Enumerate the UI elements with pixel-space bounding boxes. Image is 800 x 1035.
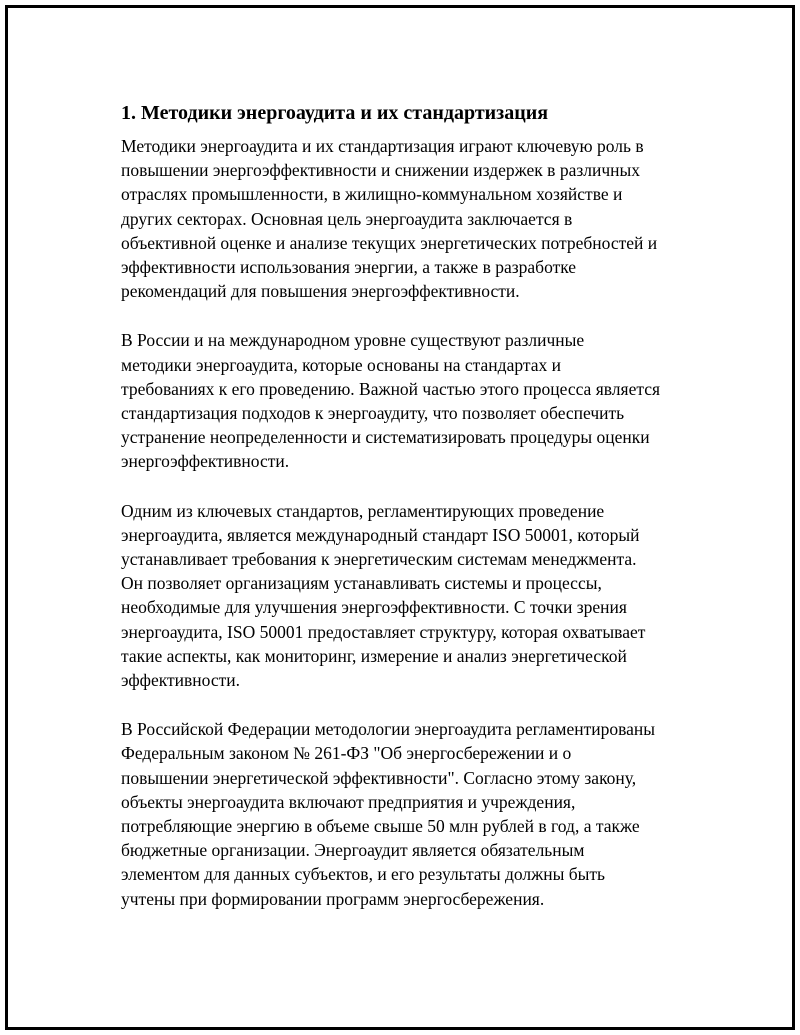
- text-line: требованиях к его проведению. Важной частью этого процесса является: [121, 378, 661, 399]
- text-line: методики энергоаудита, которые основаны на стандартах и: [121, 354, 561, 375]
- text-line: необходимые для улучшения энергоэффективности. С точки зрения: [121, 597, 627, 618]
- text-line: устранение неопределенности и систематизировать процедуры оценки: [121, 427, 650, 448]
- text-line: элементом для данных субъектов, и его результаты должны быть: [121, 864, 605, 885]
- text-line: Федеральным законом № 261-ФЗ "Об энергосбережении и о: [121, 743, 572, 764]
- text-line: рекомендаций для повышения энергоэффективности.: [121, 281, 520, 302]
- text-line: бюджетные организации. Энергоаудит является обязательным: [121, 840, 585, 861]
- text-line: такие аспекты, как мониторинг, измерение и анализ энергетической: [121, 645, 627, 666]
- paragraph-intro: [121, 134, 706, 303]
- text-line: Методики энергоаудита и их стандартизация играют ключевую роль в: [121, 136, 644, 156]
- text-line: повышении энергоэффективности и снижении издержек в различных: [121, 160, 641, 181]
- text-line: отраслях промышленности, в жилищно-коммунальном хозяйстве и: [121, 184, 623, 205]
- paragraph-iso-50001: [121, 499, 706, 693]
- paragraph-federal-law: [121, 717, 706, 911]
- text-line: В Российской Федерации методологии энергоаудита регламентированы: [121, 719, 656, 740]
- text-line: других секторах. Основная цель энергоаудита заключается в: [121, 208, 573, 229]
- text-line: стандартизация подходов к энергоаудиту, что позволяет обеспечить: [121, 403, 625, 424]
- text-line: потребляющие энергию в объеме свыше 50 млн рублей в год, а также: [121, 816, 640, 837]
- document-body: [121, 101, 706, 936]
- text-line: энергоаудита, ISO 50001 предоставляет структуру, которая охватывает: [121, 621, 646, 642]
- text-line: В России и на международном уровне существуют различные: [121, 330, 585, 351]
- page-frame: [5, 5, 795, 1030]
- text-line: Одним из ключевых стандартов, регламентирующих проведение: [121, 500, 605, 521]
- text-line: устанавливает требования к энергетическим системам менеджмента.: [121, 549, 637, 570]
- text-line: объективной оценке и анализе текущих энергетических потребностей и: [121, 232, 658, 253]
- text-line: эффективности использования энергии, а также в разработке: [121, 257, 577, 278]
- paragraph-methods: [121, 328, 706, 473]
- text-line: учтены при формировании программ энергосбережения.: [121, 888, 545, 909]
- text-line: повышении энергетической эффективности". Согласно этому закону,: [121, 767, 637, 788]
- text-line: энергоэффективности.: [121, 451, 290, 472]
- section-heading: 1. Методики энергоаудита и их стандартизация: [121, 102, 549, 124]
- text-line: Он позволяет организациям устанавливать системы и процессы,: [121, 573, 602, 594]
- text-line: эффективности.: [121, 670, 241, 691]
- text-line: энергоаудита, является международный стандарт ISO 50001, который: [121, 524, 640, 545]
- text-line: объекты энергоаудита включают предприятия и учреждения,: [121, 791, 576, 812]
